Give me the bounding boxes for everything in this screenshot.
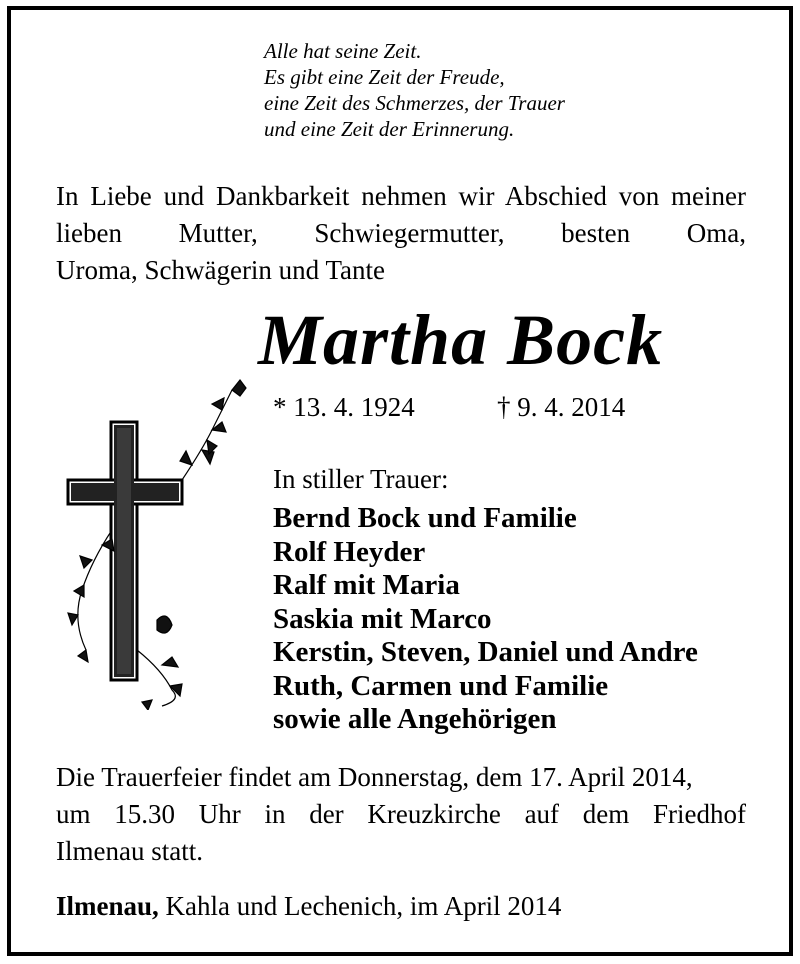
- closing-rest: Kahla und Lechenich, im April 2014: [165, 891, 562, 921]
- poem-line: Es gibt eine Zeit der Freude,: [264, 65, 505, 89]
- deceased-name: Martha Bock: [258, 300, 664, 380]
- mourner-name: Rolf Heyder: [273, 535, 426, 568]
- mourner-name: Ruth, Carmen und Familie: [273, 669, 609, 702]
- intro-text: In Liebe und Dankbarkeit nehmen wir Abschied von meiner lieben Mutter, Schwiegermutter, besten Oma,: [56, 181, 746, 248]
- closing-place: Ilmenau,: [56, 891, 159, 921]
- mourner-name: Ralf mit Maria: [273, 569, 460, 601]
- mourner-name: Bernd Bock und Familie: [273, 502, 577, 534]
- mourners-list: [273, 502, 698, 737]
- mourner-name: Saskia mit Marco: [273, 602, 492, 635]
- poem-line: eine Zeit des Schmerzes, der Trauer: [264, 91, 565, 115]
- poem-line: und eine Zeit der Erinnerung.: [264, 117, 515, 141]
- funeral-info: [56, 759, 746, 870]
- mourner-name: sowie alle Angehörigen: [273, 703, 557, 735]
- funeral-line: Die Trauerfeier findet am Donnerstag, dem 17. April 2014,: [56, 762, 693, 792]
- birth-date: * 13. 4. 1924: [273, 392, 415, 422]
- mourner-name: Kerstin, Steven, Daniel und Andre: [273, 636, 698, 668]
- intro-last-line: Uroma, Schwägerin und Tante: [56, 255, 386, 285]
- funeral-line: Ilmenau statt.: [56, 836, 203, 866]
- funeral-line: um 15.30 Uhr in der Kreuzkirche auf dem Friedhof: [56, 799, 746, 829]
- poem-line: Alle hat seine Zeit.: [264, 39, 422, 63]
- closing-line: [56, 889, 561, 923]
- cross-with-ivy-icon: [62, 370, 252, 710]
- mourners-label: In stiller Trauer:: [273, 464, 449, 494]
- death-date: † 9. 4. 2014: [497, 392, 626, 422]
- poem: [264, 38, 565, 142]
